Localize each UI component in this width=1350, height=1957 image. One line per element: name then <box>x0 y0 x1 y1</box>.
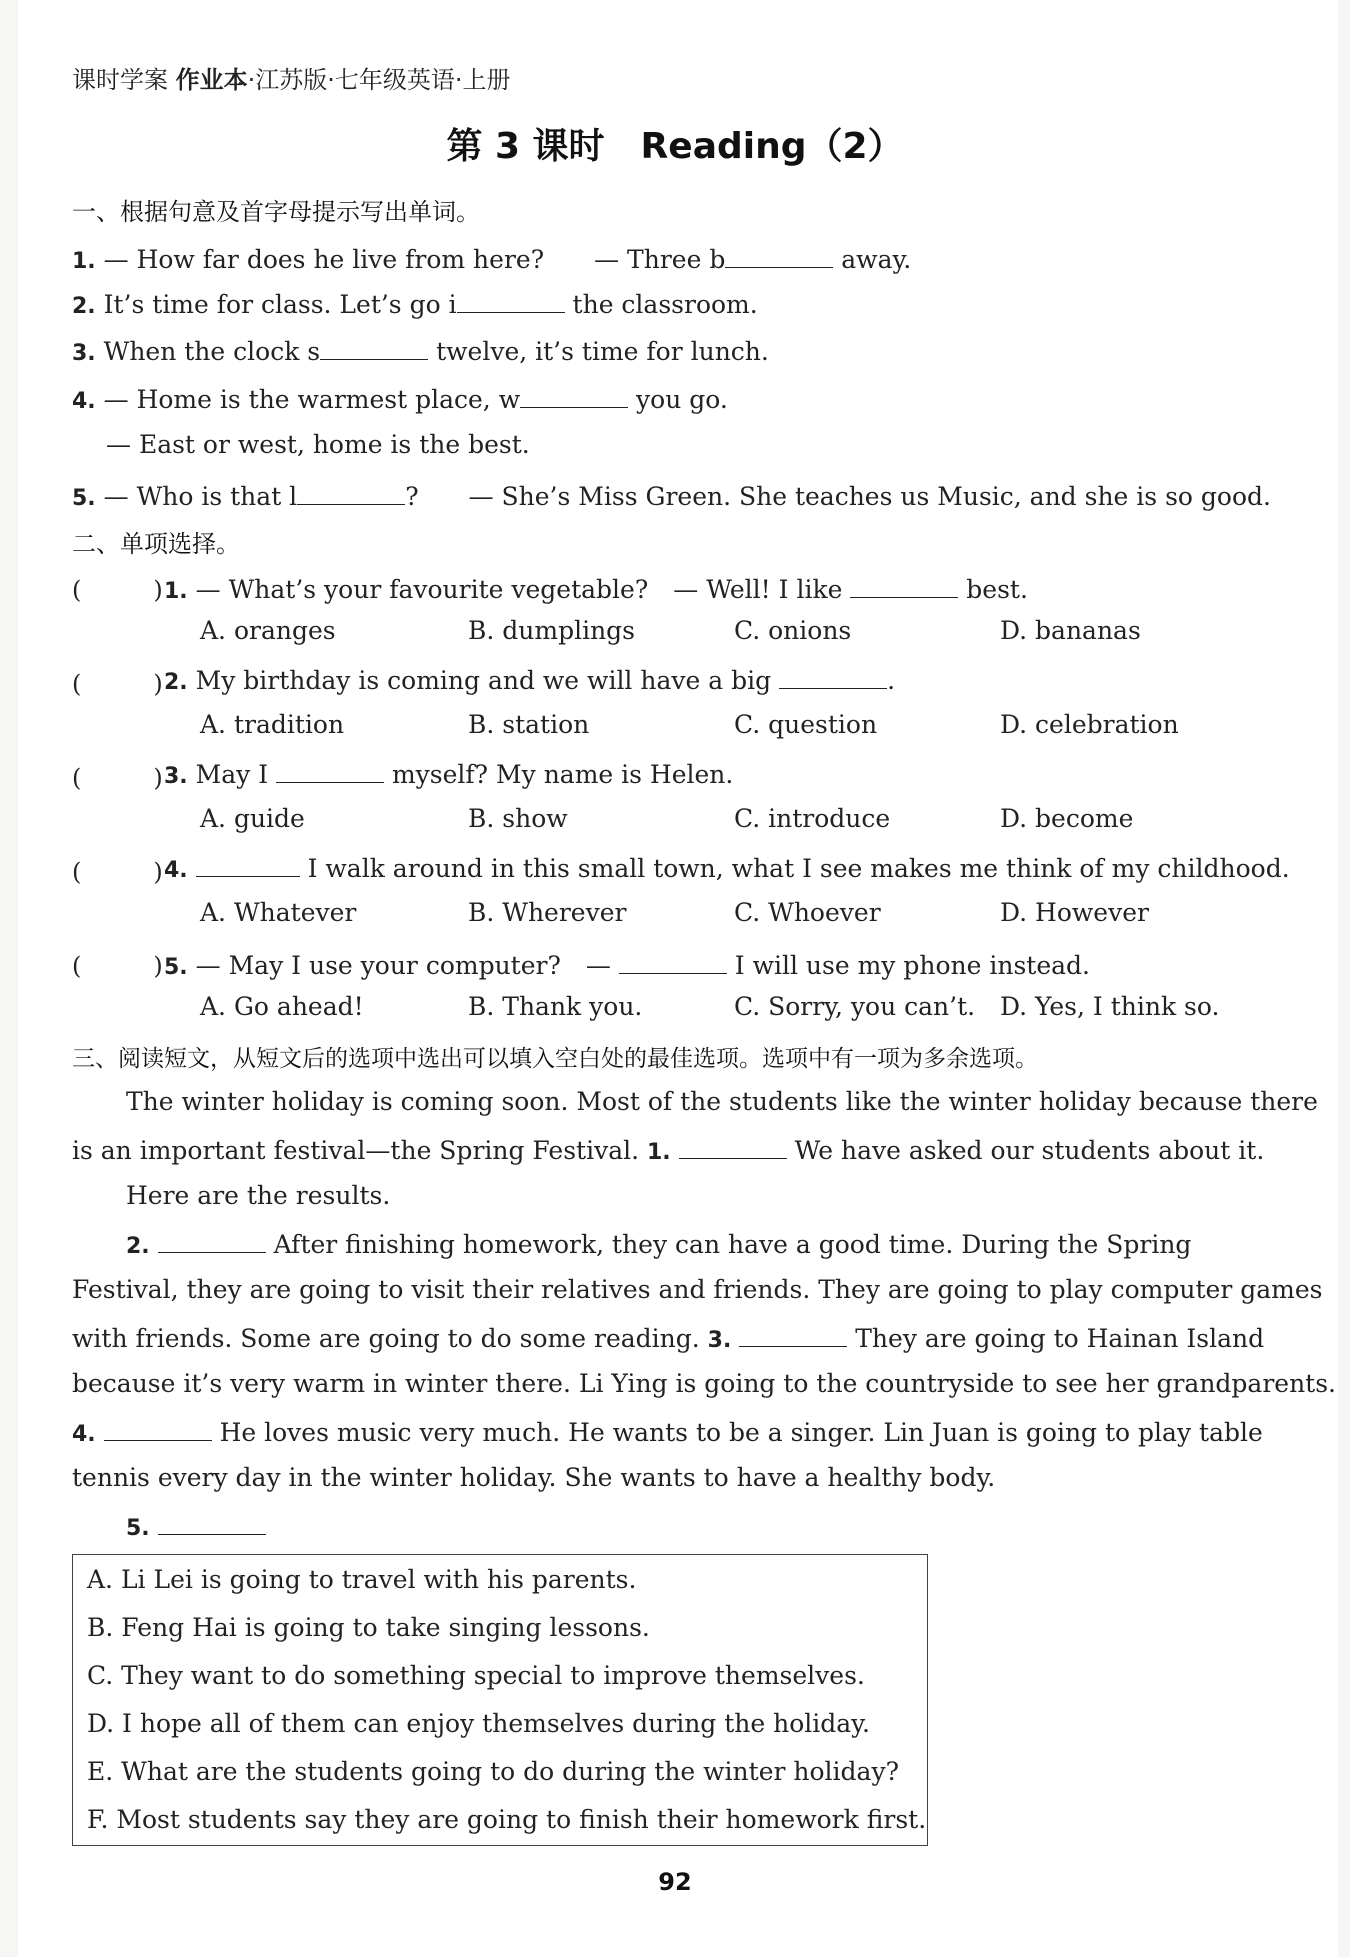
passage-text: Festival, they are going to visit their relatives and friends. They are going to play computer games <box>72 1275 1323 1304</box>
answer-bracket[interactable]: ( ) <box>72 858 163 886</box>
answer-blank <box>196 852 300 877</box>
option-d: D. Yes, I think so. <box>1000 992 1220 1021</box>
s1-question-1 <box>72 240 911 276</box>
option-b: B. Wherever <box>468 898 627 927</box>
section2-heading: 二、单项选择。 <box>72 530 240 558</box>
blank-number: 4. <box>72 1422 96 1447</box>
blank-number: 1. <box>647 1140 671 1165</box>
answer-blank[interactable] <box>679 1134 787 1159</box>
question-text: — Home is the warmest place, w <box>103 385 521 414</box>
passage-text: The winter holiday is coming soon. Most of the students like the winter holiday because there <box>126 1087 1318 1116</box>
passage-text: Here are the results. <box>126 1181 391 1210</box>
passage-line-1 <box>126 1087 1318 1116</box>
passage-line-9 <box>72 1463 995 1492</box>
option-a: A. guide <box>200 804 305 833</box>
question-text: — What’s your favourite vegetable? — Well! I like <box>195 575 851 604</box>
option-a: A. Go ahead! <box>200 992 364 1021</box>
answer-blank[interactable] <box>158 1510 266 1535</box>
passage-line-10 <box>126 1510 266 1541</box>
s1-question-3 <box>72 335 769 366</box>
s2-question-5 <box>164 946 1090 982</box>
passage-text: After finishing homework, they can have a good time. During the Spring <box>265 1230 1192 1259</box>
question-number: 5. <box>164 955 188 980</box>
option-b: B. station <box>468 710 590 739</box>
question-text-after: twelve, it’s time for lunch. <box>428 337 769 366</box>
s2-question-1 <box>164 570 1028 606</box>
option-d: D. I hope all of them can enjoy themselves during the holiday. <box>87 1709 870 1738</box>
s1-question-2 <box>72 288 758 319</box>
option-c: C. onions <box>734 616 852 645</box>
question-text-after: I walk around in this small town, what I see makes me think of my childhood. <box>299 854 1290 883</box>
answer-bracket[interactable]: ( ) <box>72 764 163 792</box>
blank-number: 2. <box>126 1234 150 1259</box>
question-text: — How far does he live from here? — Three b <box>103 245 726 274</box>
option-b: B. dumplings <box>468 616 636 645</box>
answer-blank[interactable] <box>739 1322 847 1347</box>
answer-bracket[interactable]: ( ) <box>72 952 163 980</box>
option-b: B. show <box>468 804 568 833</box>
option-b: B. Thank you. <box>468 992 643 1021</box>
question-text: — East or west, home is the best. <box>106 430 530 459</box>
answer-bracket[interactable]: ( ) <box>72 576 163 604</box>
answer-blank[interactable] <box>520 383 628 408</box>
question-text-after: the classroom. <box>564 290 758 319</box>
question-text: My birthday is coming and we will have a big <box>195 666 780 695</box>
section1-heading: 一、根据句意及首字母提示写出单词。 <box>72 198 480 226</box>
question-number: 1. <box>164 579 188 604</box>
section3-heading: 三、阅读短文，从短文后的选项中选出可以填入空白处的最佳选项。选项中有一项为多余选项。 <box>72 1046 1038 1072</box>
question-text-after: myself? My name is Helen. <box>384 760 734 789</box>
page-number: 92 <box>658 1868 692 1896</box>
passage-line-7 <box>72 1369 1336 1398</box>
answer-blank <box>276 758 384 783</box>
question-text: When the clock s <box>103 337 321 366</box>
passage-text: with friends. Some are going to do some reading. <box>72 1324 708 1353</box>
option-c: C. introduce <box>734 804 891 833</box>
option-a: A. Whatever <box>200 898 357 927</box>
passage-line-6 <box>72 1322 1264 1353</box>
answer-blank <box>779 664 887 689</box>
option-d: D. become <box>1000 804 1134 833</box>
question-text-after: you go. <box>628 385 728 414</box>
question-text-after: . <box>887 666 896 695</box>
option-a: A. oranges <box>200 616 336 645</box>
passage-text: because it’s very warm in winter there. Li Ying is going to the countryside to see her grandparents. <box>72 1369 1337 1398</box>
option-c: C. question <box>734 710 878 739</box>
blank-number: 5. <box>126 1516 150 1541</box>
answer-blank[interactable] <box>297 480 405 505</box>
question-text-after: I will use my phone instead. <box>726 951 1090 980</box>
option-d: D. celebration <box>1000 710 1179 739</box>
option-a: A. tradition <box>200 710 345 739</box>
question-number: 5. <box>72 486 96 511</box>
question-text: — Who is that l <box>103 482 298 511</box>
answer-blank <box>619 949 727 974</box>
question-number: 2. <box>72 294 96 319</box>
answer-bracket[interactable]: ( ) <box>72 670 163 698</box>
header-workbook: 作业本 <box>175 66 248 94</box>
option-d: D. bananas <box>1000 616 1141 645</box>
answer-blank <box>850 573 958 598</box>
passage-text: They are going to Hainan Island <box>847 1324 1265 1353</box>
answer-blank[interactable] <box>725 243 833 268</box>
passage-text: We have asked our students about it. <box>786 1136 1265 1165</box>
s2-question-4 <box>164 852 1290 883</box>
passage-text: is an important festival—the Spring Festival. <box>72 1136 647 1165</box>
s1-question-5 <box>72 477 1271 513</box>
answer-blank[interactable] <box>320 335 428 360</box>
question-text-after: away. <box>833 245 912 274</box>
options-box <box>72 1554 928 1846</box>
question-text: May I <box>195 760 277 789</box>
passage-text: tennis every day in the winter holiday. She wants to have a healthy body. <box>72 1463 996 1492</box>
option-c: C. They want to do something special to improve themselves. <box>87 1661 865 1690</box>
header-edition: ·江苏版·七年级英语·上册 <box>247 66 511 94</box>
passage-line-5 <box>72 1275 1322 1304</box>
question-number: 3. <box>72 341 96 366</box>
question-number: 1. <box>72 249 96 274</box>
answer-blank[interactable] <box>104 1416 212 1441</box>
lesson-title: 第 3 课时 Reading（2） <box>446 126 904 167</box>
blank-number: 3. <box>707 1328 732 1353</box>
question-number: 3. <box>164 764 188 789</box>
option-e: E. What are the students going to do during the winter holiday? <box>87 1757 899 1786</box>
question-text: — May I use your computer? — <box>195 951 619 980</box>
answer-blank[interactable] <box>158 1228 266 1253</box>
option-f: F. Most students say they are going to finish their homework first. <box>87 1805 927 1834</box>
header-series: 课时学案 <box>72 66 176 94</box>
question-number: 2. <box>164 670 188 695</box>
answer-blank[interactable] <box>457 288 565 313</box>
passage-line-3 <box>126 1181 390 1210</box>
passage-line-8 <box>72 1416 1263 1447</box>
s2-question-3 <box>164 758 733 789</box>
question-text-after: best. <box>958 575 1028 604</box>
option-c: C. Sorry, you can’t. <box>734 992 976 1021</box>
option-c: C. Whoever <box>734 898 881 927</box>
passage-line-4 <box>126 1228 1191 1259</box>
book-header <box>72 60 511 95</box>
option-b: B. Feng Hai is going to take singing lessons. <box>87 1613 650 1642</box>
s1-question-4 <box>72 383 728 414</box>
question-number: 4. <box>72 389 96 414</box>
question-number: 4. <box>164 858 188 883</box>
question-text: It’s time for class. Let’s go i <box>103 290 457 319</box>
option-d: D. However <box>1000 898 1149 927</box>
passage-line-2 <box>72 1134 1264 1165</box>
s1-question-4-reply <box>106 430 530 459</box>
passage-text: He loves music very much. He wants to be a singer. Lin Juan is going to play table <box>211 1418 1263 1447</box>
question-text-after: ? — She’s Miss Green. She teaches us Music, and she is so good. <box>405 482 1271 511</box>
option-a: A. Li Lei is going to travel with his parents. <box>87 1565 637 1594</box>
s2-question-2 <box>164 664 895 695</box>
